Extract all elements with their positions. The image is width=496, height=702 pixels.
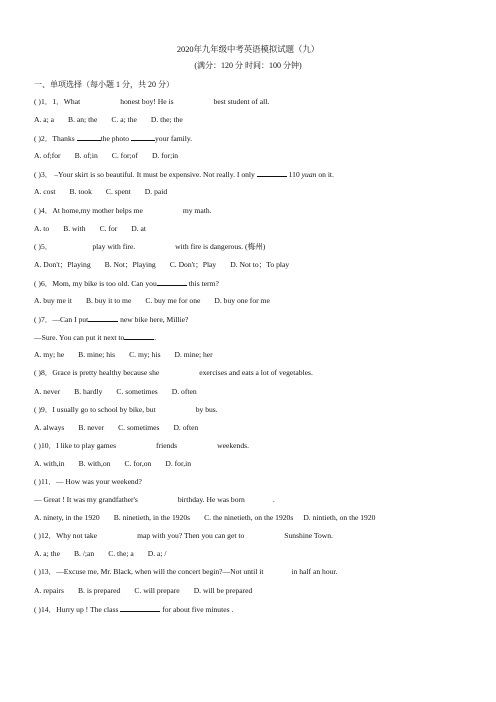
option-d: D. often: [173, 422, 199, 432]
option-c: C. Don't；Play: [169, 259, 217, 269]
question-12-options: [34, 548, 474, 566]
option-d: D. mine; her: [174, 350, 213, 360]
option-c: C. the; a: [108, 549, 134, 559]
answer-blank: [131, 132, 155, 141]
option-d: D. Not to；To play: [230, 259, 290, 269]
question-6-options: [34, 295, 474, 313]
option-d: D. will be prepared: [193, 585, 253, 595]
option-d: D. buy one for me: [214, 296, 270, 306]
exam-subtitle: (满分：120 分 时间：100 分钟): [194, 61, 302, 70]
option-a: A. always: [34, 422, 65, 432]
question-11-options: [34, 512, 474, 530]
exam-title: 2020年九年级中考英语模拟试题（九）: [176, 45, 320, 54]
option-a: A. buy me it: [34, 296, 72, 306]
option-c: C. the ninetieth, on the 1920s: [204, 513, 294, 523]
question-9: ( )9．I usually go to school by bike, but by bus.: [34, 404, 218, 414]
option-c: C. my; his: [129, 350, 161, 360]
question-5: ( )5． play with fire. with fire is dangerous. (梅州): [34, 241, 266, 251]
question-11-reply: — Great ! It was my grandfather's birthday. He was born .: [34, 495, 275, 505]
option-b: B. with: [63, 223, 86, 233]
question-10-options: [34, 458, 474, 476]
option-b: B. /;an: [73, 549, 95, 559]
question-4: ( )4．At home,my mother helps me my math.: [34, 205, 212, 215]
question-10: ( )10．I like to play games friends weekends.: [34, 440, 249, 450]
question-12: ( )12．Why not take map with you? Then you can get to Sunshine Town.: [34, 531, 333, 541]
option-a: A. a; the: [34, 549, 60, 559]
option-c: C. for;of: [111, 151, 138, 161]
option-a: A. never: [34, 386, 61, 396]
option-c: C. will prepare: [134, 585, 180, 595]
option-d: D. often: [171, 386, 197, 396]
question-2-options: [34, 150, 474, 168]
question-8: ( )8．Grace is pretty healthy because she exercises and eats a lot of vegetables.: [34, 368, 313, 378]
question-13: ( )13．—Excuse me, Mr. Black, when will the concert begin?—Not until it in half an hour.: [34, 567, 338, 577]
option-b: B. of;in: [74, 151, 98, 161]
answer-blank: [157, 277, 187, 286]
option-a: A. with,in: [34, 458, 65, 468]
option-a: A. of;for: [34, 151, 61, 161]
option-b: B. with,on: [78, 458, 111, 468]
option-a: A. cost: [34, 187, 56, 197]
question-3: ( )3． –Your skirt is so beautiful. It must be expensive. Not really. I only 110 yuan on it.: [34, 170, 334, 180]
option-a: A. Don't；Playing: [34, 259, 91, 269]
option-b: B. never: [78, 422, 105, 432]
question-list: [34, 96, 474, 621]
question-13-options: [34, 585, 474, 603]
question-2: ( )2．Thanks the photo your family.: [34, 134, 193, 144]
option-b: B. took: [69, 187, 92, 197]
option-b: B. an; the: [68, 115, 98, 125]
option-b: B. ninetieth, in the 1920s: [113, 513, 191, 523]
option-c: C. spent: [105, 187, 131, 197]
question-5-options: [34, 259, 474, 277]
option-c: C. for: [99, 223, 118, 233]
question-7-options: [34, 349, 474, 367]
question-7-reply: —Sure. You can put it next to .: [34, 333, 157, 343]
question-3-options: [34, 186, 474, 204]
option-a: A. to: [34, 223, 50, 233]
question-4-options: [34, 223, 474, 241]
option-a: A. my; he: [34, 350, 65, 360]
option-a: A. ninety, in the 1920: [34, 513, 100, 523]
option-b: B. hardly: [74, 386, 103, 396]
question-1-options: [34, 114, 474, 132]
question-7: ( )7．—Can I put new bike here, Millie?: [34, 315, 189, 325]
option-a: A. a; a: [34, 115, 55, 125]
option-c: C. sometimes: [118, 422, 160, 432]
option-d: D. a; /: [147, 549, 167, 559]
answer-blank: [257, 168, 287, 177]
option-c: C. sometimes: [116, 386, 158, 396]
option-c: C. buy me for one: [145, 296, 201, 306]
option-c: C. for,on: [124, 458, 152, 468]
option-a: A. repairs: [34, 585, 64, 595]
option-d: D. at: [131, 223, 147, 233]
question-1: ( )1．1．What honest boy! He is best student of all.: [34, 97, 270, 106]
option-b: B. mine; his: [78, 350, 116, 360]
option-b: B. buy it to me: [85, 296, 132, 306]
option-d: D. for;in: [151, 151, 179, 161]
question-14: ( )14．Hurry up ! The class for about five minutes .: [34, 604, 234, 614]
answer-blank: [88, 313, 118, 322]
option-d: D. paid: [144, 187, 168, 197]
option-d: D. the; the: [150, 115, 183, 125]
question-9-options: [34, 422, 474, 440]
question-6: ( )6．Mom, my bike is too old. Can you this term?: [34, 278, 219, 288]
answer-blank: [120, 603, 160, 612]
option-b: B. Not；Playing: [104, 259, 156, 269]
question-8-options: [34, 386, 474, 404]
answer-blank: [77, 132, 101, 141]
answer-blank: [124, 331, 154, 340]
section-heading: 一、单项选择（每小题 1 分，共 20 分）: [34, 80, 174, 89]
question-11: ( )11．— How was your weekend?: [34, 476, 142, 486]
option-d: D. nintieth, on the 1920: [303, 513, 376, 523]
option-c: C. a; the: [111, 115, 137, 125]
option-d: D. for,in: [165, 458, 191, 468]
option-b: B. is prepared: [77, 585, 121, 595]
